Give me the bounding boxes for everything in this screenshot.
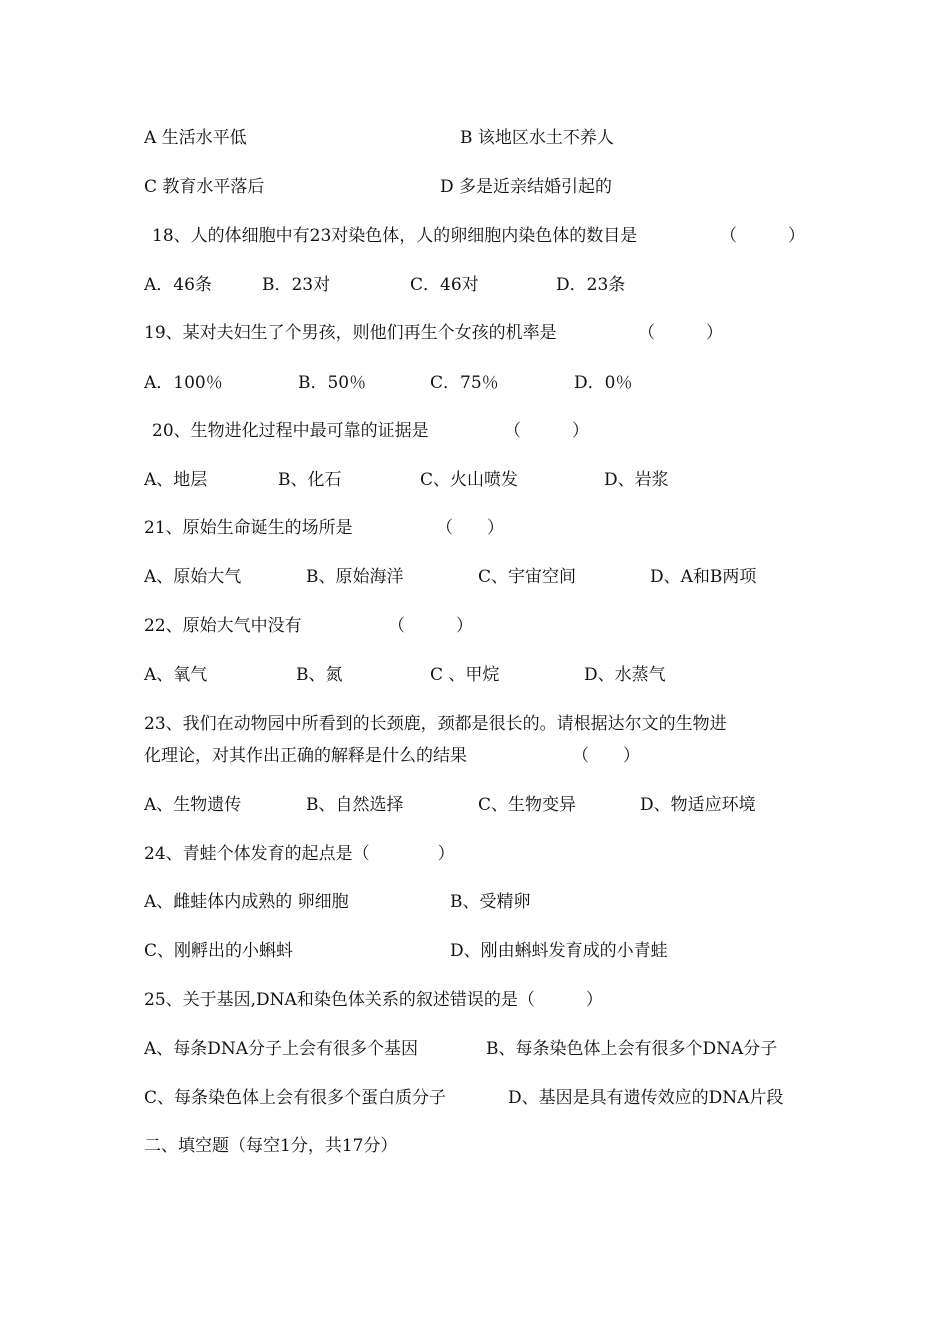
q23-option-d: D、物适应环境: [640, 795, 756, 815]
q24-option-d: D、刚由蝌蚪发育成的小青蛙: [450, 941, 668, 961]
q25-stem: 25、关于基因,DNA和染色体关系的叙述错误的是（ ）: [144, 990, 603, 1010]
q17-option-c: C 教育水平落后: [144, 177, 265, 197]
q25-option-b: B、每条染色体上会有很多个DNA分子: [486, 1039, 778, 1059]
q19-option-b: B．50％: [298, 373, 367, 393]
q17-option-d: D 多是近亲结婚引起的: [440, 177, 613, 197]
q19-option-d: D．0％: [574, 373, 633, 393]
q19-option-a: A．100％: [144, 373, 223, 393]
q23-stem-part1: 23、我们在动物园中所看到的长颈鹿，颈都是很长的。请根据达尔文的生物进: [144, 714, 727, 734]
q21-option-d: D、A和B两项: [650, 567, 757, 587]
q23-option-b: B、自然选择: [306, 795, 404, 815]
q22-answer-paren: （ ）: [388, 616, 473, 636]
q23-option-a: A、生物遗传: [144, 795, 242, 815]
q22-option-c: C 、甲烷: [430, 665, 500, 685]
q20-stem: 20、生物进化过程中最可靠的证据是: [152, 421, 429, 441]
q21-answer-paren: （ ）: [436, 518, 504, 538]
q20-option-d: D、岩浆: [604, 470, 669, 490]
q24-option-c: C、刚孵出的小蝌蚪: [144, 941, 294, 961]
q21-option-a: A、原始大气: [144, 567, 242, 587]
q25-option-c: C、每条染色体上会有很多个蛋白质分子: [144, 1088, 447, 1108]
q18-answer-paren: （ ）: [720, 226, 805, 246]
q21-option-b: B、原始海洋: [306, 567, 404, 587]
q22-option-a: A、氧气: [144, 665, 208, 685]
q20-option-a: A、地层: [144, 470, 208, 490]
q20-option-b: B、化石: [278, 470, 342, 490]
q22-stem: 22、原始大气中没有: [144, 616, 302, 636]
q17-option-b: B 该地区水土不养人: [460, 128, 614, 148]
q19-answer-paren: （ ）: [638, 323, 723, 343]
section2-heading: 二、填空题（每空1分，共17分）: [144, 1136, 398, 1156]
q21-option-c: C、宇宙空间: [478, 567, 577, 587]
q24-stem: 24、青蛙个体发育的起点是（ ）: [144, 844, 455, 864]
q19-stem: 19、某对夫妇生了个男孩，则他们再生个女孩的机率是: [144, 323, 557, 343]
q25-option-a: A、每条DNA分子上会有很多个基因: [144, 1039, 419, 1059]
q25-option-d: D、基因是具有遗传效应的DNA片段: [508, 1088, 784, 1108]
q18-option-b: B．23对: [262, 275, 331, 295]
q18-option-d: D．23条: [556, 275, 626, 295]
q18-stem: 18、人的体细胞中有23对染色体，人的卵细胞内染色体的数目是: [152, 226, 638, 246]
q20-answer-paren: （ ）: [504, 421, 589, 441]
q20-option-c: C、火山喷发: [420, 470, 519, 490]
q22-option-b: B、氮: [296, 665, 343, 685]
q18-option-c: C．46对: [410, 275, 479, 295]
q24-option-b: B、受精卵: [450, 892, 531, 912]
q17-option-a: A 生活水平低: [144, 128, 247, 148]
q24-option-a: A、雌蛙体内成熟的 卵细胞: [144, 892, 349, 912]
q18-option-a: A．46条: [144, 275, 212, 295]
q19-option-c: C．75％: [430, 373, 499, 393]
q23-answer-paren: （ ）: [572, 746, 640, 766]
q23-option-c: C、生物变异: [478, 795, 577, 815]
q21-stem: 21、原始生命诞生的场所是: [144, 518, 353, 538]
q22-option-d: D、水蒸气: [584, 665, 666, 685]
q23-stem-part2: 化理论，对其作出正确的解释是什么的结果: [144, 746, 467, 766]
